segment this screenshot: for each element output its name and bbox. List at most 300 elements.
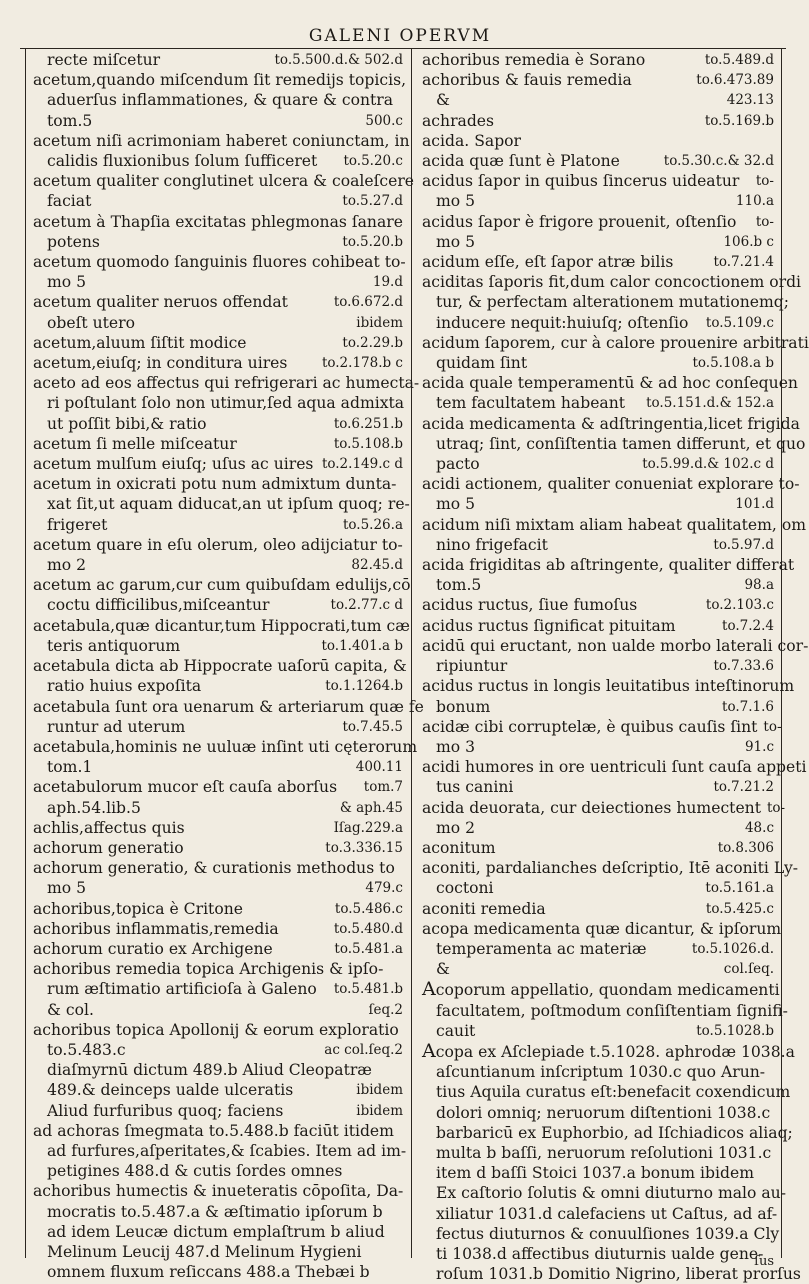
index-entry-reference: to.5.481.a: [334, 940, 403, 957]
index-line: [422, 1062, 774, 1082]
index-entry-text: achorum curatio ex Archigene: [33, 939, 273, 958]
index-entry-text: Aliud furfuribus quoq; faciens: [47, 1101, 284, 1120]
index-line: [33, 979, 403, 999]
index-entry-reference: to-: [766, 799, 786, 816]
index-line: [422, 798, 786, 818]
index-entry-text: Acopa ex Aſclepiade t.5.1028. aphrodæ 1038.a: [422, 1039, 795, 1062]
index-line: [33, 50, 403, 70]
index-line: [33, 454, 403, 474]
index-entry-reference: to.5.20.c: [343, 153, 403, 170]
index-line: [422, 636, 809, 656]
index-entry-reference: to.5.30.c.& 32.d: [663, 153, 774, 170]
index-entry-reference: to.1.1264.b: [325, 678, 403, 695]
index-entry-reference: to.1.401.a b: [321, 637, 403, 654]
index-entry-text: teris antiquorum: [47, 636, 181, 655]
index-line: [422, 1224, 780, 1244]
index-line: [422, 878, 774, 898]
index-entry-reference: to.5.489.d: [704, 52, 774, 68]
index-line: [33, 1202, 403, 1222]
index-entry-text: acetabulorum mucor eſt cauſa aborſus: [33, 778, 338, 797]
index-entry-text: tius Aquila curatus eſt:benefacit coxendicum: [436, 1083, 791, 1102]
index-line: [422, 1082, 791, 1102]
index-line: [33, 858, 403, 878]
index-line: [422, 474, 800, 494]
index-entry-text: achrades: [422, 111, 495, 130]
index-line: [422, 1123, 793, 1143]
index-line: [422, 232, 774, 252]
index-line: [422, 575, 774, 595]
index-line: [33, 798, 403, 818]
index-entry-text: acidi humores in ore uentriculi ſunt cauſa appeti: [422, 758, 807, 777]
index-entry-reference: to.5.108.a b: [692, 355, 774, 372]
index-entry-text: nino frigefacit: [436, 535, 548, 554]
index-line: [33, 111, 403, 131]
index-line: [33, 535, 403, 555]
index-line: [422, 1264, 801, 1284]
index-entry-text: facultatem, poſtmodum conſiſtentiam ſignifi-: [436, 1001, 788, 1020]
index-line: [422, 899, 774, 919]
index-entry-reference: & aph.45: [339, 799, 403, 816]
index-entry-text: calidis fluxionibus ſolum ſufficeret: [47, 152, 318, 171]
index-entry-text: acidū qui eructant, non ualde morbo laterali cor-: [422, 636, 809, 655]
index-entry-reference: to.7.21.2: [713, 779, 774, 796]
index-entry-text: acidum ſaporem, cur à calore prouenire arbitrati: [422, 333, 809, 352]
index-entry-text: Acoporum appellatio, quondam medicamenti: [422, 978, 780, 1001]
index-entry-reference: to.5.27.d: [342, 193, 403, 210]
index-entry-text: mo 5: [47, 273, 87, 292]
index-entry-text: acetum qualiter neruos offendat: [33, 293, 288, 312]
index-line: [33, 899, 403, 919]
index-entry-text: tem facultatem habeant: [436, 394, 626, 413]
index-entry-text: mo 3: [436, 737, 476, 756]
index-line: [33, 1040, 403, 1060]
index-entry-text: multa b baſſi, neruorum reſolutioni 1031.c: [436, 1143, 772, 1162]
index-line: [422, 434, 806, 454]
index-line: [422, 171, 774, 191]
index-entry-text: aſcuntianum inſcriptum 1030.c quo Arun-: [436, 1063, 766, 1082]
index-line: [422, 131, 774, 151]
index-entry-reference: ibidem: [356, 1082, 403, 1099]
index-entry-text: mo 5: [436, 192, 476, 211]
index-line: [422, 333, 809, 353]
index-entry-text: tus canini: [436, 778, 514, 797]
index-line: [33, 313, 403, 333]
index-entry-reference: to.5.169.b: [704, 112, 774, 129]
index-line: [33, 636, 403, 656]
index-entry-text: achoribus topica Apollonij & eorum exploratio: [33, 1020, 399, 1039]
index-line: [422, 777, 774, 797]
index-entry-reference: to-: [755, 173, 774, 190]
index-line: [33, 838, 403, 858]
index-line: [422, 656, 774, 676]
index-line: [422, 595, 774, 615]
index-entry-reference: to.5.97.d: [713, 536, 774, 553]
index-line: [33, 90, 403, 110]
index-entry-text: acetum niſi acrimoniam haberet coniunctam, in: [33, 131, 410, 150]
index-entry-reference: to.2.29.b: [342, 334, 403, 351]
index-entry-text: achorum generatio: [33, 838, 184, 857]
index-line: [422, 50, 774, 70]
column-divider: [411, 48, 412, 1258]
index-line: [422, 313, 774, 333]
index-entry-reference: to.2.103.c: [705, 597, 774, 614]
index-entry-reference: to.6.251.b: [333, 415, 403, 432]
index-entry-reference: col.ſeq.: [723, 961, 774, 978]
index-line: [33, 1000, 403, 1020]
index-line: [33, 697, 424, 717]
index-entry-text: mo 5: [47, 879, 87, 898]
index-entry-reference: to.5.1028.b: [696, 1022, 774, 1039]
index-entry-text: tom.5: [436, 576, 482, 595]
index-entry-text: Melinum Leucij 487.d Melinum Hygieni: [47, 1242, 362, 1261]
index-entry-text: acetum mulſum eiuſq; uſus ac uires: [33, 455, 314, 474]
index-entry-text: acidus ructus, ſiue fumoſus: [422, 596, 638, 615]
index-entry-text: acida frigiditas ab aſtringente, qualiter differat: [422, 556, 795, 575]
index-entry-text: bonum: [436, 697, 491, 716]
index-entry-reference: to.5.151.d.& 152.a: [646, 395, 774, 412]
right-column: [422, 50, 809, 1284]
index-entry-text: ut poſſit bibi,& ratio: [47, 414, 207, 433]
index-entry-text: acida quale temperamentū & ad hoc conſequen: [422, 374, 798, 393]
index-entry-text: acetum quare in eſu olerum, oleo adijciatur to-: [33, 535, 403, 554]
index-line: [33, 171, 415, 191]
index-entry-text: tom.5: [47, 111, 93, 130]
index-line: [33, 818, 403, 838]
index-entry-text: acidus ructus in longis leuitatibus inteſtinorum: [422, 677, 795, 696]
index-line: [422, 818, 774, 838]
index-line: [33, 131, 410, 151]
index-entry-text: acida medicamenta & adſtringentia,licet frigida: [422, 414, 800, 433]
index-line: [33, 656, 407, 676]
index-line: [422, 90, 774, 110]
index-entry-reference: to.5.20.b: [342, 233, 403, 250]
index-entry-text: aconitum: [422, 838, 496, 857]
index-entry-text: acidi actionem, qualiter conueniat explorare to-: [422, 475, 800, 494]
index-line: [422, 535, 774, 555]
index-line: [422, 858, 799, 878]
index-line: [33, 515, 403, 535]
index-entry-text: acidus ructus ſignificat pituitam: [422, 616, 676, 635]
index-entry-reference: tom.7: [363, 779, 403, 796]
index-entry-text: aciditas ſaporis fit,dum calor concoctionem ordi: [422, 273, 802, 292]
index-entry-text: achoribus humectis & inueteratis cōpoſita, Da-: [33, 1182, 404, 1201]
index-entry-text: faciat: [47, 192, 92, 211]
index-entry-text: &: [436, 960, 450, 979]
index-entry-text: barbaricū ex Euphorbio, ad Iſchiadicos aliaq;: [436, 1123, 793, 1142]
index-line: [33, 555, 403, 575]
index-entry-text: aconiti remedia: [422, 899, 546, 918]
index-entry-text: acida quæ ſunt è Platone: [422, 152, 620, 171]
index-entry-text: achoribus & fauis remedia: [422, 71, 632, 90]
index-line: [422, 272, 802, 292]
index-line: [422, 939, 774, 959]
index-line: [33, 717, 403, 737]
index-line: [422, 70, 774, 90]
index-entry-reference: to.2.77.c d: [330, 597, 403, 614]
index-line: [422, 555, 795, 575]
index-entry-text: mo 5: [436, 232, 476, 251]
index-line: [422, 1001, 788, 1021]
index-line: [33, 474, 403, 494]
index-entry-text: acidum niſi mixtam aliam habeat qualitatem, om: [422, 515, 807, 534]
index-line: [422, 353, 774, 373]
index-entry-reference: 19.d: [372, 274, 403, 291]
index-line: [33, 494, 410, 514]
index-line: [33, 1242, 403, 1262]
index-entry-text: achlis,affectus quis: [33, 818, 185, 837]
index-entry-reference: to.5.109.c: [705, 314, 774, 331]
index-entry-text: pacto: [436, 455, 480, 474]
index-entry-reference: to.5.425.c: [705, 900, 774, 917]
index-entry-text: acetabula dicta ab Hippocrate uaſorū capita, &: [33, 657, 407, 676]
index-entry-text: acetum,quando miſcendum ſit remedijs topicis,: [33, 71, 407, 90]
index-line: [33, 1060, 403, 1080]
index-entry-reference: to.5.99.d.& 102.c d: [642, 456, 774, 473]
left-column: [33, 50, 424, 1282]
running-header: GALENI OPERVM: [308, 26, 492, 46]
index-entry-text: acetum ac garum,cur cum quibuſdam edulijs,cō: [33, 576, 411, 595]
index-line: [422, 292, 790, 312]
index-entry-text: ad achoras ſmegmata to.5.488.b faciūt itidem: [33, 1121, 394, 1140]
index-entry-text: mocratis to.5.487.a & æſtimatio ipſorum b: [47, 1202, 383, 1221]
index-entry-text: ad idem Leucæ dictum emplaſtrum b aliud: [47, 1222, 385, 1241]
index-entry-reference: to.7.2.4: [722, 617, 774, 634]
index-line: [422, 1103, 774, 1123]
index-entry-text: achoribus,topica è Critone: [33, 899, 243, 918]
index-entry-text: potens: [47, 232, 100, 251]
index-entry-text: achoribus remedia è Sorano: [422, 51, 646, 69]
index-entry-reference: to.5.480.d: [333, 920, 403, 937]
index-line: [33, 757, 403, 777]
index-entry-reference: to.5.1026.d.: [691, 940, 774, 957]
index-line: [422, 191, 774, 211]
index-entry-text: achorum generatio, & curationis methodus to: [33, 859, 395, 878]
index-line: [33, 70, 407, 90]
index-line: [422, 393, 774, 413]
index-entry-text: acetum in oxicrati potu num admixtum dunta-: [33, 475, 397, 494]
index-entry-text: runtur ad uterum: [47, 717, 186, 736]
index-line: [422, 1183, 786, 1203]
index-line: [422, 1021, 774, 1041]
index-line: [422, 111, 774, 131]
index-entry-reference: to.3.336.15: [325, 839, 403, 856]
index-entry-reference: 91.c: [744, 738, 774, 755]
index-entry-reference: 400.11: [355, 759, 403, 776]
index-entry-text: &: [436, 91, 450, 110]
index-line: [33, 333, 403, 353]
index-line: [33, 353, 403, 373]
index-entry-text: acidus ſapor è frigore prouenit, oſtenſio: [422, 212, 737, 231]
index-entry-text: acetabula,hominis ne uuluæ inſint uti cęterorum: [33, 737, 418, 756]
index-entry-reference: 98.a: [744, 577, 774, 594]
index-entry-text: coctu difficilibus,miſceantur: [47, 596, 270, 615]
index-entry-text: Ex caſtorio ſolutis & omni diuturno malo au-: [436, 1184, 786, 1203]
index-entry-text: temperamenta ac materiæ: [436, 939, 647, 958]
index-entry-text: tur, & perfectam alterationem mutationemq;: [436, 293, 790, 312]
index-line: [33, 1161, 403, 1181]
index-line: [422, 919, 782, 939]
index-entry-reference: 423.13: [726, 92, 774, 109]
index-line: [33, 959, 403, 979]
index-entry-text: aph.54.lib.5: [47, 798, 141, 817]
index-entry-text: achoribus remedia topica Archigenis & ipſo-: [33, 960, 384, 979]
index-entry-text: acetum qualiter conglutinet ulcera & coaleſcere: [33, 172, 415, 191]
index-entry-reference: 500.c: [365, 112, 403, 129]
index-line: [33, 737, 418, 757]
index-entry-reference: 110.a: [735, 193, 774, 210]
index-line: [422, 1039, 795, 1062]
index-entry-text: mo 2: [436, 818, 476, 837]
index-entry-text: diaſmyrnū dictum 489.b Aliud Cleopatræ: [47, 1061, 372, 1080]
index-line: [422, 515, 807, 535]
index-entry-text: acetum quomodo ſanguinis fluores cohibeat to-: [33, 253, 406, 272]
index-entry-text: & col.: [47, 1000, 94, 1019]
index-entry-text: obeſt utero: [47, 313, 135, 332]
index-line: [33, 1080, 403, 1100]
index-entry-reference: to-: [755, 213, 774, 230]
index-entry-reference: to-: [763, 718, 782, 735]
index-line: [33, 1262, 403, 1282]
index-entry-text: ripiuntur: [436, 657, 508, 676]
index-entry-text: achoribus inflammatis,remedia: [33, 919, 279, 938]
index-entry-text: mo 5: [436, 495, 476, 514]
index-entry-text: aceto ad eos affectus qui refrigerari ac humecta-: [33, 374, 420, 393]
index-line: [422, 697, 774, 717]
index-line: [422, 1244, 774, 1264]
index-line: [33, 232, 403, 252]
index-line: [422, 373, 798, 393]
index-entry-text: petigines 488.d & cutis ſordes omnes: [47, 1162, 343, 1181]
index-entry-text: frigeret: [47, 515, 108, 534]
index-line: [33, 1101, 403, 1121]
index-line: [422, 959, 774, 979]
index-line: [33, 272, 403, 292]
index-entry-reference: to.5.500.d.& 502.d: [274, 52, 403, 68]
index-line: [33, 373, 420, 393]
index-entry-reference: to.6.672.d: [333, 294, 403, 311]
index-line: [33, 393, 403, 413]
index-entry-text: rum æſtimatio artificioſa à Galeno: [47, 980, 317, 999]
index-line: [33, 939, 403, 959]
index-line: [33, 292, 403, 312]
index-line: [422, 978, 780, 1001]
left-margin-rule: [25, 48, 26, 1258]
index-entry-text: coctoni: [436, 879, 494, 898]
index-line: [422, 494, 774, 514]
index-entry-text: to.5.483.c: [47, 1040, 126, 1059]
index-entry-text: acidæ cibi corruptelæ, è quibus cauſis ſint: [422, 717, 758, 736]
index-line: [422, 151, 774, 171]
index-line: [33, 919, 403, 939]
index-entry-text: acida. Sapor: [422, 131, 522, 150]
index-line: [33, 434, 403, 454]
index-entry-reference: to.5.481.b: [333, 981, 403, 998]
index-entry-text: acetum à Thapſia excitatas phlegmonas ſanare: [33, 212, 403, 231]
index-entry-text: omnem fluxum reſiccans 488.a Thebæi b: [47, 1263, 370, 1282]
index-entry-reference: ac col.ſeq.2: [324, 1041, 403, 1058]
index-entry-text: 489.& deinceps ualde ulceratis: [47, 1081, 294, 1100]
index-entry-reference: to.7.33.6: [713, 658, 774, 675]
index-entry-reference: 48.c: [744, 819, 774, 836]
index-line: [33, 1121, 403, 1141]
index-entry-text: cauit: [436, 1021, 476, 1040]
index-entry-text: tom.1: [47, 758, 93, 777]
index-entry-text: xiliatur 1031.d calefaciens ut Caſtus, ad af-: [436, 1204, 778, 1223]
index-entry-text: dolori omniq; neruorum diſtentioni 1038.c: [436, 1103, 771, 1122]
index-entry-reference: to.2.149.c d: [321, 456, 403, 473]
index-entry-text: acopa medicamenta quæ dicantur, & ipſorum: [422, 919, 782, 938]
index-entry-text: acida deuorata, cur deiectiones humectent: [422, 798, 761, 817]
index-line: [422, 414, 800, 434]
index-line: [422, 616, 774, 636]
header-rule: [20, 48, 786, 49]
index-entry-reference: to.6.473.89: [696, 72, 774, 89]
index-entry-reference: Iſag.229.a: [333, 819, 403, 836]
index-entry-reference: to.5.108.b: [333, 435, 403, 452]
index-entry-text: acetum,eiuſq; in conditura uires: [33, 354, 288, 373]
index-line: [422, 838, 774, 858]
index-entry-reference: to.5.26.a: [342, 516, 403, 533]
index-entry-reference: 101.d: [735, 496, 774, 513]
index-line: [422, 717, 782, 737]
index-entry-text: acidum eſſe, eſt ſapor atræ bilis: [422, 253, 674, 272]
index-line: [33, 1020, 403, 1040]
index-entry-text: roſum 1031.b Domitio Nigrino, liberat prorſus: [436, 1265, 801, 1284]
index-line: [33, 414, 403, 434]
catchword: ſus: [754, 1254, 774, 1269]
index-line: [422, 212, 774, 232]
index-line: [33, 212, 403, 232]
index-entry-text: utraq; ſint, conſiſtentia tamen differunt, et quo: [436, 434, 806, 453]
index-entry-text: inducere nequit:huiuſq; oſtenſio: [436, 313, 689, 332]
index-entry-text: recte miſcetur: [47, 51, 161, 69]
index-entry-text: ti 1038.d affectibus diuturnis ualde gene-: [436, 1244, 764, 1263]
index-entry-reference: to.7.1.6: [722, 698, 774, 715]
index-entry-text: acetum ſi melle miſceatur: [33, 434, 237, 453]
index-entry-reference: ſeq.2: [368, 1001, 403, 1018]
index-entry-reference: ibidem: [356, 1102, 403, 1119]
index-entry-text: fectus diuturnos & conuulſiones 1039.a Cly: [436, 1224, 780, 1243]
index-entry-text: mo 2: [47, 556, 87, 575]
index-entry-reference: 82.45.d: [351, 557, 403, 574]
index-entry-text: aduerſus inflammationes, & quare & contra: [47, 91, 394, 110]
index-entry-text: acetabula ſunt ora uenarum & arteriarum quæ fe: [33, 697, 424, 716]
index-entry-reference: 106.b c: [723, 233, 774, 250]
index-line: [33, 878, 403, 898]
index-entry-text: ad furfures,aſperitates,& ſcabies. Item ad im-: [47, 1141, 407, 1160]
index-line: [33, 1222, 403, 1242]
index-line: [422, 676, 795, 696]
index-entry-reference: to.5.486.c: [334, 900, 403, 917]
index-entry-text: item d baſſi Stoici 1037.a bonum ibidem: [436, 1164, 754, 1183]
index-line: [422, 757, 807, 777]
index-entry-reference: to.2.178.b c: [321, 355, 403, 372]
index-line: [33, 1181, 403, 1201]
index-entry-reference: to.7.21.4: [713, 254, 774, 271]
index-entry-reference: 479.c: [365, 880, 403, 897]
index-line: [33, 595, 403, 615]
index-line: [33, 151, 403, 171]
index-entry-text: xat ſit,ut aquam diducat,an ut ipſum quoq; re-: [47, 495, 410, 514]
index-entry-text: ratio huius expoſita: [47, 677, 202, 696]
index-line: [33, 676, 403, 696]
index-line: [422, 252, 774, 272]
index-line: [33, 1141, 407, 1161]
index-line: [422, 1163, 774, 1183]
index-entry-reference: to.8.306: [717, 839, 774, 856]
index-entry-reference: to.5.161.a: [705, 880, 774, 897]
index-line: [422, 454, 774, 474]
